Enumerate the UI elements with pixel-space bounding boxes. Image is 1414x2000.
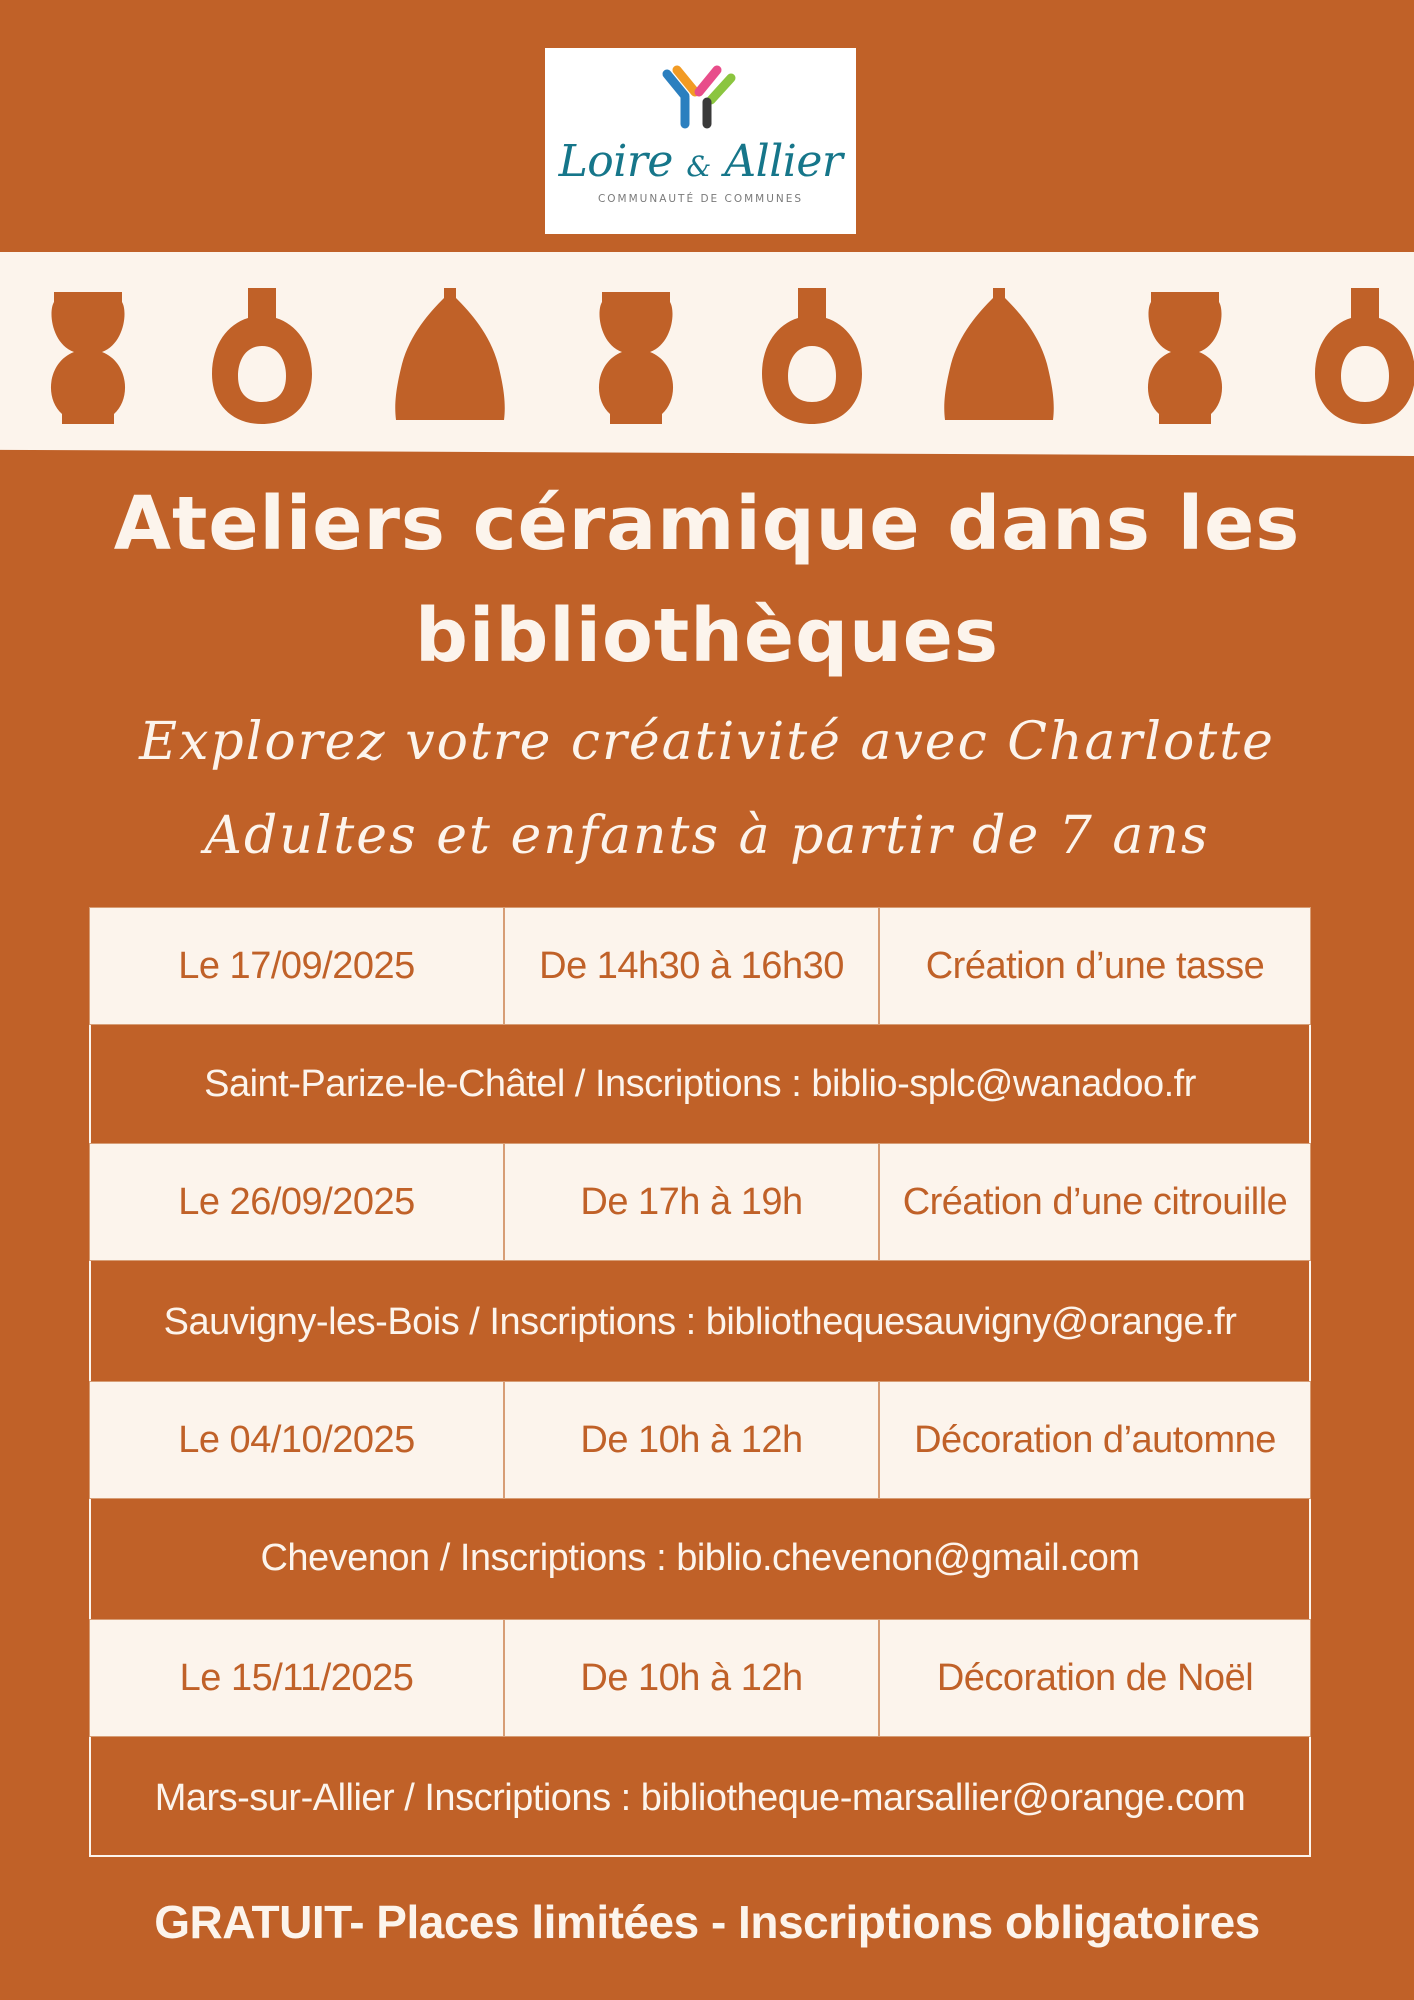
session-time: De 17h à 19h xyxy=(504,1143,879,1261)
logo xyxy=(545,48,856,234)
double-bulb-vase-icon xyxy=(599,292,673,424)
session-venue: Chevenon / Inscriptions : biblio.chevenon@gmail.com xyxy=(260,1536,1140,1579)
ring-flask-icon xyxy=(1315,288,1414,424)
session-activity: Création d’une citrouille xyxy=(879,1143,1311,1261)
schedule-table xyxy=(89,907,1311,1857)
ring-flask-icon xyxy=(762,288,862,424)
session-time: De 10h à 12h xyxy=(504,1619,879,1737)
session-date: Le 15/11/2025 xyxy=(89,1619,504,1737)
footer-note: GRATUIT- Places limitées - Inscriptions obligatoires xyxy=(154,1896,1260,1948)
pottery-band xyxy=(0,252,1414,456)
page-title: Ateliers céramique dans les bibliothèques xyxy=(113,481,1301,679)
session-row xyxy=(89,1381,1311,1499)
session-time: De 10h à 12h xyxy=(504,1381,879,1499)
session-activity: Décoration d’automne xyxy=(879,1381,1311,1499)
session-time: De 14h30 à 16h30 xyxy=(504,907,879,1025)
bell-jar-icon xyxy=(944,288,1054,420)
session-venue: Sauvigny-les-Bois / Inscriptions : bibliothequesauvigny@orange.fr xyxy=(163,1300,1237,1343)
session-row xyxy=(89,1143,1311,1261)
bell-jar-icon xyxy=(395,288,505,420)
session-venue: Mars-sur-Allier / Inscriptions : bibliotheque-marsallier@orange.com xyxy=(154,1776,1246,1819)
session-activity: Décoration de Noël xyxy=(879,1619,1311,1737)
session-row xyxy=(89,1619,1311,1737)
session-date: Le 17/09/2025 xyxy=(89,907,504,1025)
subtitle-creativity: Explorez votre créativité avec Charlotte xyxy=(139,712,1275,772)
logo-subtitle: COMMUNAUTÉ DE COMMUNES xyxy=(597,193,804,205)
ring-flask-icon xyxy=(212,288,312,424)
logo-mark-icon xyxy=(655,62,745,134)
session-activity: Création d’une tasse xyxy=(879,907,1311,1025)
session-venue: Saint-Parize-le-Châtel / Inscriptions : biblio-splc@wanadoo.fr xyxy=(204,1062,1196,1105)
session-date: Le 04/10/2025 xyxy=(89,1381,504,1499)
double-bulb-vase-icon xyxy=(1148,292,1222,424)
logo-name: Loire & Allier xyxy=(558,136,843,187)
double-bulb-vase-icon xyxy=(51,292,125,424)
subtitle-audience: Adultes et enfants à partir de 7 ans xyxy=(204,806,1210,866)
session-date: Le 26/09/2025 xyxy=(89,1143,504,1261)
session-row xyxy=(89,907,1311,1025)
